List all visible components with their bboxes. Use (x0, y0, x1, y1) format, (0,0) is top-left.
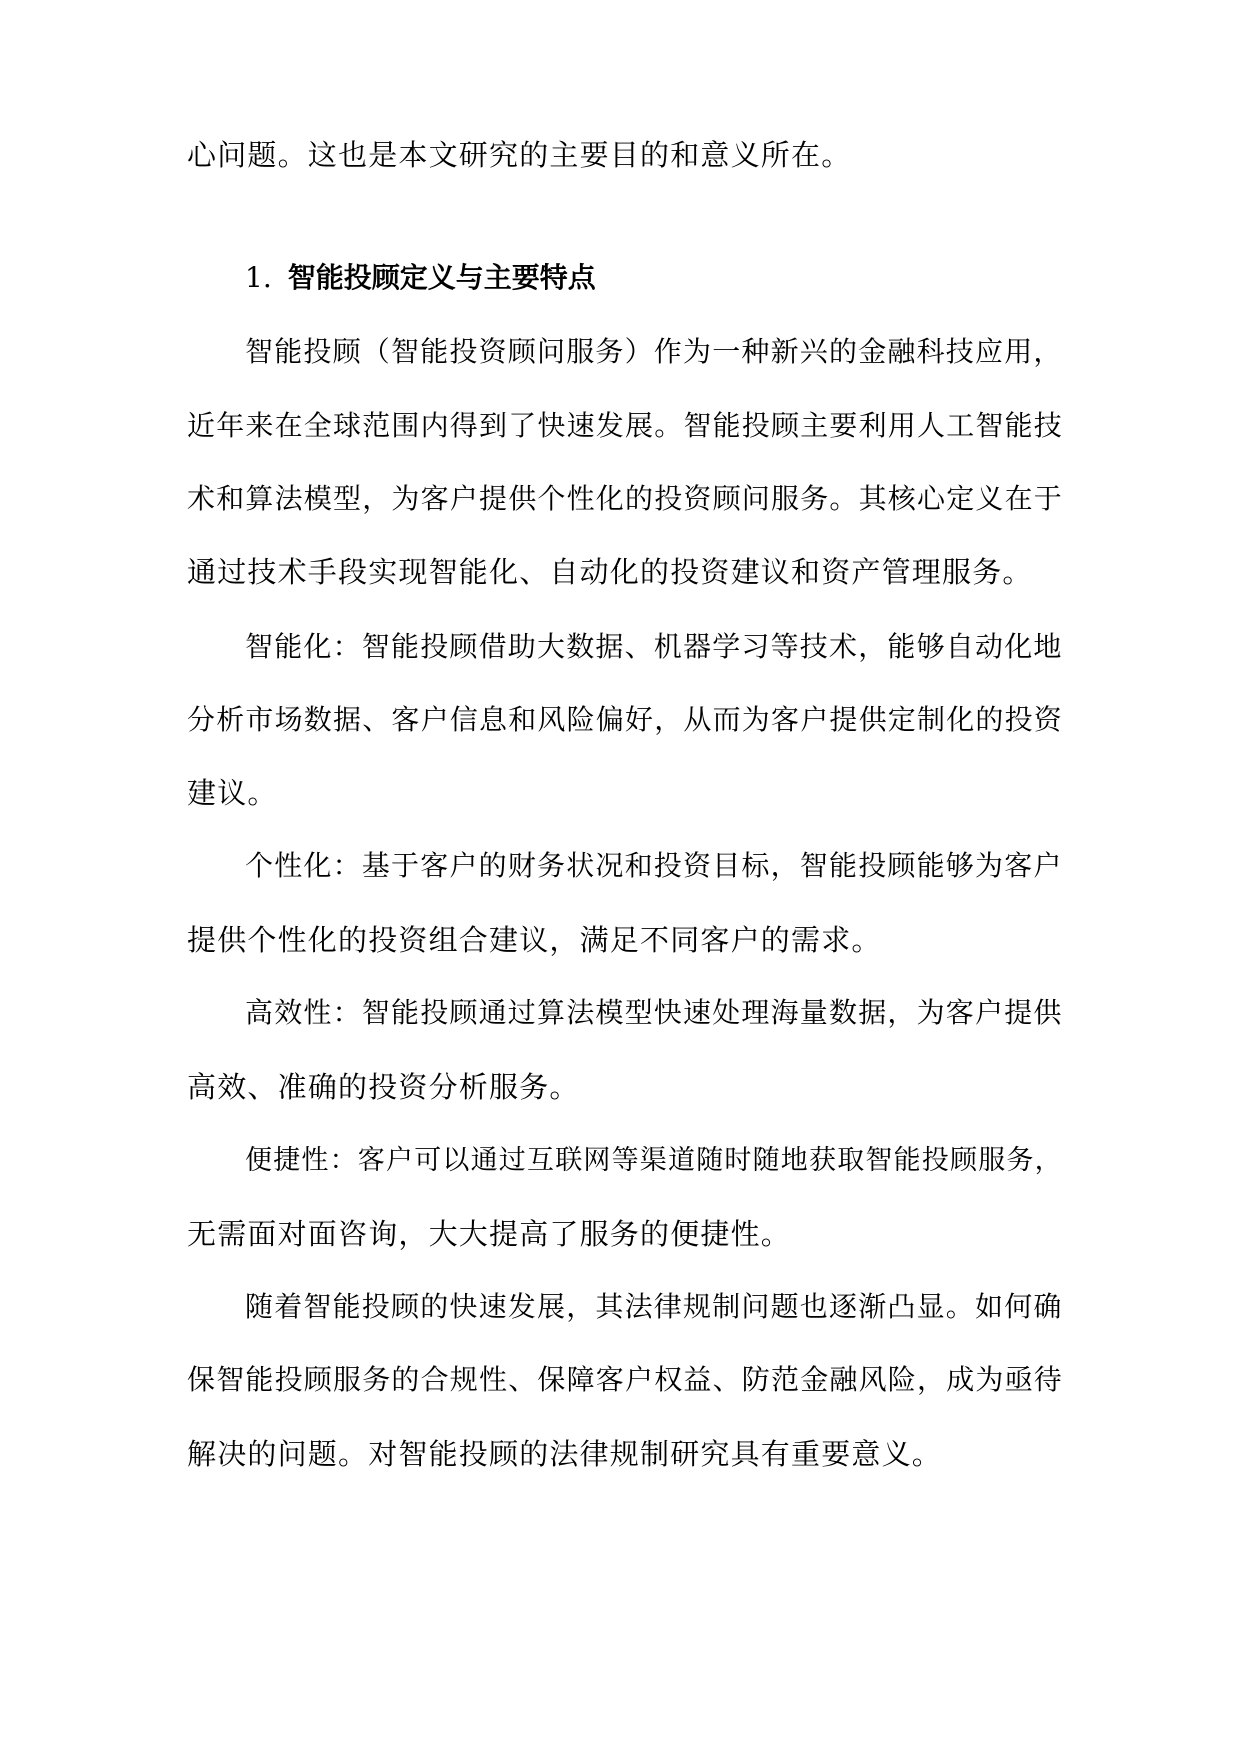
text-line: 近年来在全球范围内得到了快速发展。智能投顾主要利用人工智能技 (187, 409, 1064, 442)
text-line: 通过技术手段实现智能化、自动化的投资建议和资产管理服务。 (187, 555, 1033, 589)
text-line: 保智能投顾服务的合规性、保障客户权益、防范金融风险，成为亟待 (187, 1363, 1064, 1396)
section-title: 智能投顾定义与主要特点 (287, 261, 596, 294)
text-line: 智能化：智能投顾借助大数据、机器学习等技术，能够自动化地 (245, 630, 1063, 663)
text-line: 随着智能投顾的快速发展，其法律规制问题也逐渐凸显。如何确 (245, 1290, 1063, 1323)
text-line: 建议。 (187, 776, 278, 810)
text-line: 无需面对面咨询，大大提高了服务的便捷性。 (187, 1217, 792, 1251)
text-line: 分析市场数据、客户信息和风险偏好，从而为客户提供定制化的投资 (187, 703, 1064, 736)
text-line: 提供个性化的投资组合建议，满足不同客户的需求。 (187, 923, 882, 957)
text-line: 术和算法模型，为客户提供个性化的投资顾问服务。其核心定义在于 (187, 482, 1064, 515)
section-number: 1. (245, 261, 272, 294)
text-line: 个性化：基于客户的财务状况和投资目标，智能投顾能够为客户 (245, 849, 1063, 882)
text-line: 便捷性：客户可以通过互联网等渠道随时随地获取智能投顾服务， (245, 1145, 1063, 1176)
text-line: 心问题。这也是本文研究的主要目的和意义所在。 (187, 138, 852, 172)
text-line: 高效、准确的投资分析服务。 (187, 1070, 580, 1104)
text-line: 高效性：智能投顾通过算法模型快速处理海量数据，为客户提供 (245, 996, 1063, 1029)
section-heading (245, 258, 596, 298)
text-line: 智能投顾（智能投资顾问服务）作为一种新兴的金融科技应用， (245, 335, 1063, 368)
text-line: 解决的问题。对智能投顾的法律规制研究具有重要意义。 (187, 1437, 943, 1471)
